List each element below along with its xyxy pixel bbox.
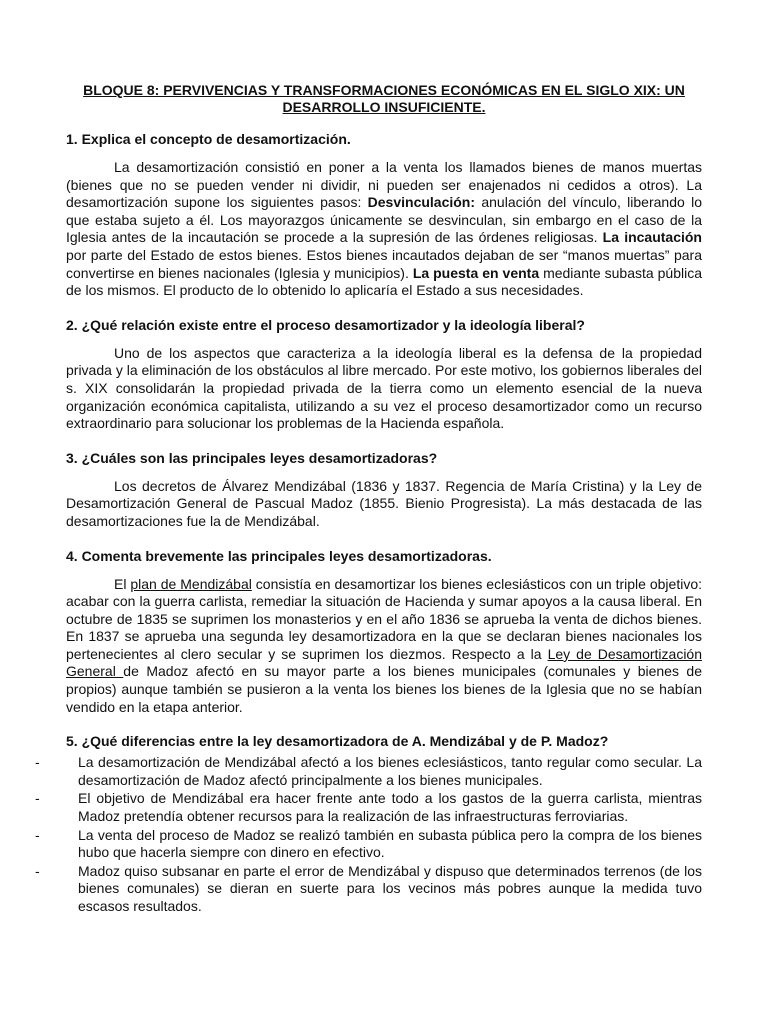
list-item: - Madoz quiso subsanar en parte el error de Mendizábal y dispuso que determinados terrenos (de los bienes comunales) se dieran en suerte para los vecinos más pobres aunque la medida tuvo escasos resultados.	[35, 862, 702, 914]
question-1: 1. Explica el concepto de desamortización.	[66, 131, 351, 147]
plan-mendizabal-underlined: plan de Mendizábal	[130, 575, 252, 592]
ley-desamortizacion-underlined: Ley de Desamortización General	[66, 645, 703, 680]
title-line-2: DESARROLLO INSUFICIENTE.	[282, 99, 486, 115]
question-5: 5. ¿Qué diferencias entre la ley desamortizadora de A. Mendizábal y de P. Madoz?	[66, 733, 609, 750]
question-2: 2. ¿Qué relación existe entre el proceso desamortizador y la ideología liberal?	[66, 316, 585, 333]
answer-4: El plan de Mendizábal consistía en desamortizar los bienes eclesiásticos con un triple objetivo: acabar con la guerra carlista, remediar la situación de Hacienda y sumar apoyos a la causa liberal. En octubre de 1835 se suprimen los monasterios y en el año 1836 se aprueba la venta de dichos bienes. En 1837 se aprueba una segunda ley desamortizadora en la que se declaran bienes nacionales los pertenecientes al clero secular y se suprimen los diezmos. Respecto a la Ley de Desamortización General de Madoz afectó en su mayor parte a los bienes municipales (comunales y bienes de propios) aunque también se pusieron a la venta los bienes los bienes de la Iglesia que no se habían vendido en la etapa anterior.	[66, 575, 703, 715]
document-page	[35, 82, 703, 917]
answer-1: La desamortización consistió en poner a la venta los llamados bienes de manos muertas (bienes que no se pueden vender ni dividir, ni pueden ser enajenados ni cedidos a otros). La desamortización supone los siguientes pasos: Desvinculación: anulación del vínculo, liberando lo que estaba sujeto a él. Los mayorazgos únicamente se desvinculan, sin embargo en el caso de la Iglesia antes de la incautación se procede a la supresión de las órdenes religiosas. La incautación por parte del Estado de estos bienes. Estos bienes incautados dejaban de ser “manos muertas” para convertirse en bienes nacionales (Iglesia y municipios). La puesta en venta mediante subasta pública de los mismos. El producto de lo obtenido lo aplicaría el Estado a sus necesidades.	[66, 159, 703, 299]
answer-3: Los decretos de Álvarez Mendizábal (1836 y 1837. Regencia de María Cristina) y la Ley de Desamortización General de Pascual Madoz (1855. Bienio Progresista). La más destacada de las desamortizaciones fue la de Mendizábal.	[66, 477, 702, 529]
question-4: 4. Comenta brevemente las principales leyes desamortizadoras.	[66, 547, 492, 564]
document-title	[66, 82, 702, 116]
list-item: - La desamortización de Mendizábal afectó a los bienes eclesiásticos, tanto regular como secular. La desamortización de Madoz afectó principalmente a los bienes municipales.	[35, 754, 702, 788]
list-item: - La venta del proceso de Madoz se realizó también en subasta pública pero la compra de los bienes hubo que hacerla siempre con dinero en efectivo.	[35, 826, 702, 861]
differences-list	[22, 754, 702, 915]
title-line-1: BLOQUE 8: PERVIVENCIAS Y TRANSFORMACIONES ECONÓMICAS EN EL SIGLO XIX: UN	[83, 82, 685, 98]
question-3: 3. ¿Cuáles son las principales leyes desamortizadoras?	[66, 449, 438, 466]
answer-2: Uno de los aspectos que caracteriza a la ideología liberal es la defensa de la propiedad privada y la eliminación de los obstáculos al libre mercado. Por este motivo, los gobiernos liberales del s. XIX consolidarán la propiedad privada de la tierra como un elemento esencial de la nueva organización económica capitalista, utilizando a su vez el proceso desamortizador como un recurso extraordinario para solucionar los problemas de la Hacienda española.	[66, 344, 702, 432]
list-item: - El objetivo de Mendizábal era hacer frente ante todo a los gastos de la guerra carlista, mientras Madoz pretendía obtener recursos para la realización de las infraestructuras ferroviarias.	[35, 790, 702, 825]
